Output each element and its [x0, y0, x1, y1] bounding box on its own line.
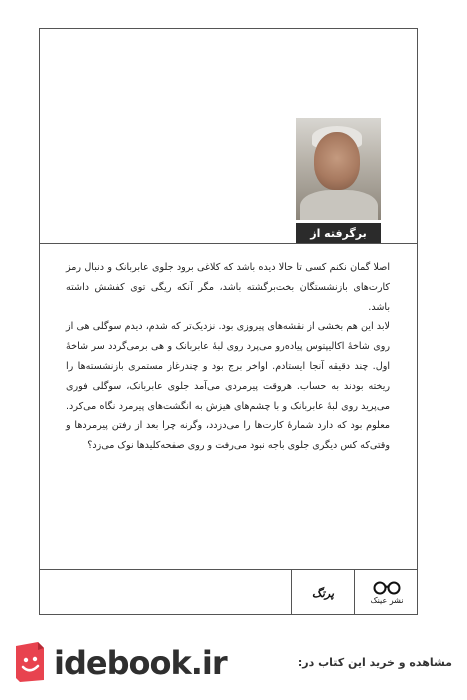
header-divider: [39, 243, 418, 244]
author-photo: [296, 118, 381, 220]
excerpt-paragraph-1: اصلا گمان نکنم کسی تا حالا دیده باشد که کلاغی برود جلوی عابربانک و دنبال رمز کارت‌های بازنشستگان بخت‌برگشته باشد، مگر آنکه ریگی توی کفشش داشته باشد.: [66, 262, 390, 313]
publisher-logo: [358, 575, 416, 611]
author-photo-face: [314, 132, 360, 190]
logo-divider-2: [291, 570, 292, 615]
footer-banner[interactable]: [0, 640, 467, 690]
excerpt-paragraph-2: لابد این هم بخشی از نقشه‌های پیروزی بود. نزدیک‌تر که شدم، دیدم سوگلی هی از روی شاخهٔ اکالیپتوس پیاده‌رو می‌پرد روی لبهٔ عابربانک و هی برمی‌گردد سر شاخهٔ اول. چند دقیقه آنجا ایستادم. اواخر برج بود و چندرغاز مستمری بازنشسته‌ها را ریخته بودند به حساب. هروقت پیرمردی می‌آمد جلوی عابربانک، سوگلی فوری می‌پرید روی لبهٔ عابربانک و با چشم‌های هیزش به انگشت‌های پیرمرد نگاه می‌کرد. معلوم بود که دارد شمارهٔ کارت‌ها را می‌دزدد، وگرنه چرا بعد از رفتن پیرمردها و وقتی‌که کس دیگری جلوی باجه نبود می‌رفت و روی صفحه‌کلیدها نوک می‌زد؟: [66, 321, 390, 452]
series-logo: [296, 575, 350, 611]
author-photo-shirt: [300, 190, 378, 220]
buy-link-text[interactable]: مشاهده و خرید این کتاب در:: [297, 656, 452, 669]
logo-divider-1: [354, 570, 355, 615]
glasses-book-icon: [372, 581, 402, 595]
quote-label: برگرفته از کتاب:: [310, 227, 367, 261]
publisher-logo-text: نشر عینک: [370, 596, 404, 605]
publisher-logo-strip: [39, 569, 418, 615]
book-excerpt: [66, 258, 390, 456]
site-brand[interactable]: idebook.ir: [54, 644, 227, 682]
series-logo-text: پرتگ: [311, 586, 335, 600]
smiley-book-icon: [12, 640, 48, 684]
